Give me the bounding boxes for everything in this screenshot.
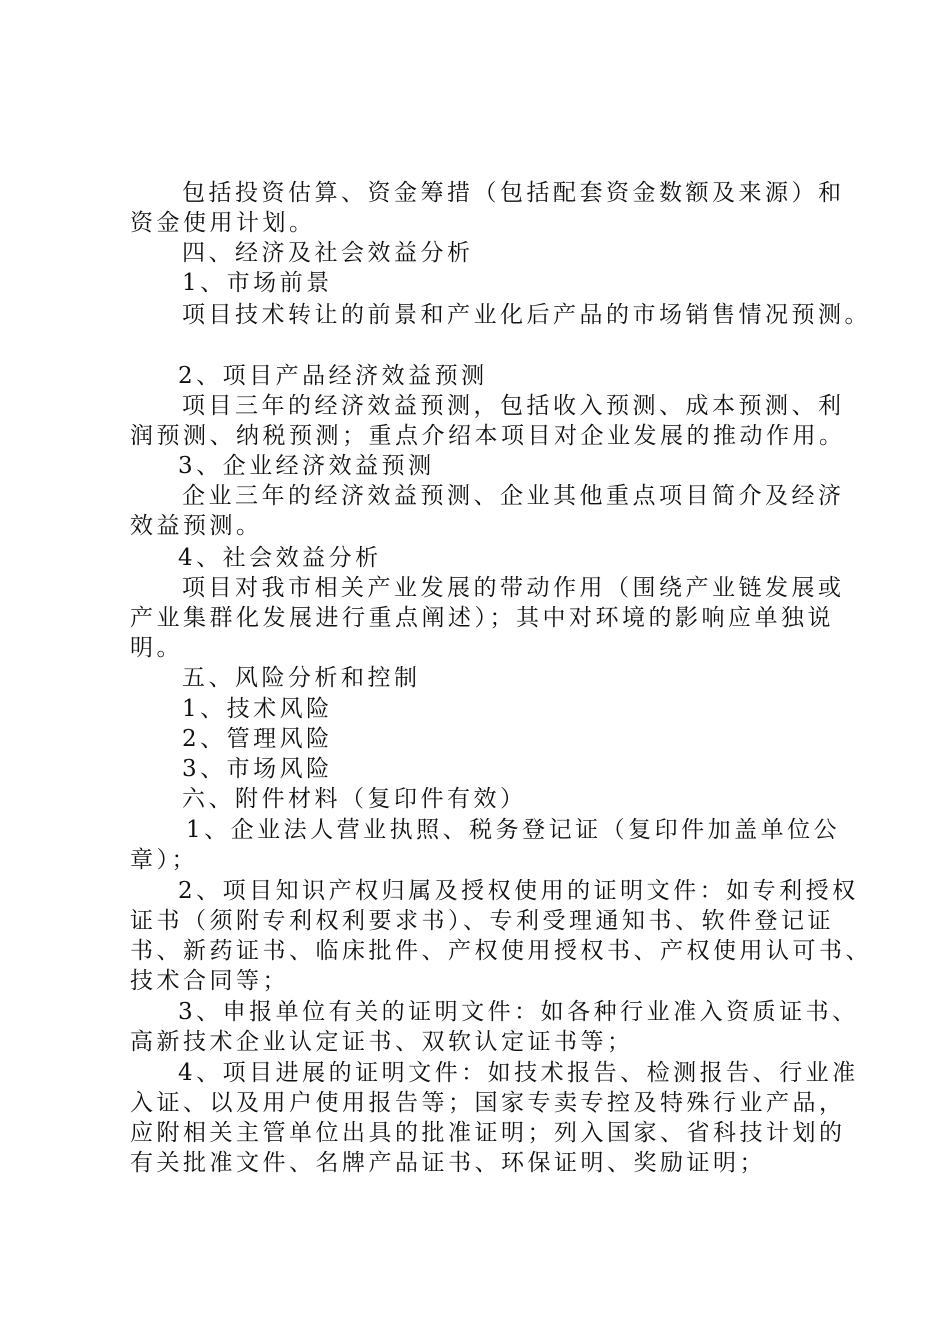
paragraph-line: 3、申报单位有关的证明文件：如各种行业准入资质证书、	[178, 999, 859, 1025]
paragraph-line: 项目对我市相关产业发展的带动作用（围绕产业链发展或	[182, 575, 845, 601]
paragraph-line: 入证、以及用户使用报告等；国家专卖专控及特殊行业产品，	[130, 1090, 846, 1116]
list-item: 3、市场风险	[182, 756, 333, 782]
paragraph-line: 4、项目进展的证明文件：如技术报告、检测报告、行业准	[178, 1060, 859, 1086]
subsection-heading: 1、市场前景	[182, 270, 333, 296]
paragraph-line: 章）；	[130, 847, 198, 873]
paragraph-line: 项目三年的经济效益预测，包括收入预测、成本预测、利	[182, 393, 845, 419]
subsection-heading: 3、企业经济效益预测	[178, 453, 435, 479]
paragraph-line: 资金使用计划。	[130, 210, 316, 236]
paragraph-line: 效益预测。	[130, 513, 263, 539]
paragraph-line: 1、企业法人营业执照、税务登记证（复印件加盖单位公	[186, 817, 841, 843]
section-heading: 六、附件材料（复印件有效）	[182, 786, 527, 812]
paragraph-line: 2、项目知识产权归属及授权使用的证明文件：如专利授权	[178, 878, 859, 904]
paragraph-line: 应附相关主管单位出具的批准证明；列入国家、省科技计划的	[130, 1120, 846, 1146]
list-item: 2、管理风险	[182, 726, 333, 752]
paragraph-line: 技术合同等；	[130, 968, 289, 994]
section-heading: 五、风险分析和控制	[182, 665, 421, 691]
paragraph-line: 证书（须附专利权利要求书）、专利受理通知书、软件登记证	[130, 908, 834, 934]
paragraph-line: 书、新药证书、临床批件、产权使用授权书、产权使用认可书、	[130, 938, 872, 964]
paragraph-line: 产业集群化发展进行重点阐述）；其中对环境的影响应单独说	[130, 605, 834, 631]
subsection-heading: 4、社会效益分析	[178, 545, 382, 571]
section-heading: 四、经济及社会效益分析	[182, 240, 474, 266]
subsection-heading: 2、项目产品经济效益预测	[178, 363, 488, 389]
paragraph-line: 明。	[130, 635, 183, 661]
paragraph-line: 项目技术转让的前景和产业化后产品的市场销售情况预测。	[182, 302, 871, 328]
paragraph-line: 包括投资估算、资金筹措（包括配套资金数额及来源）和	[182, 180, 845, 206]
paragraph-line: 有关批准文件、名牌产品证书、环保证明、奖励证明；	[130, 1150, 766, 1176]
list-item: 1、技术风险	[182, 696, 333, 722]
paragraph-line: 企业三年的经济效益预测、企业其他重点项目简介及经济	[182, 483, 845, 509]
paragraph-line: 润预测、纳税预测；重点介绍本项目对企业发展的推动作用。	[130, 423, 846, 449]
paragraph-line: 高新技术企业认定证书、双软认定证书等；	[130, 1029, 634, 1055]
